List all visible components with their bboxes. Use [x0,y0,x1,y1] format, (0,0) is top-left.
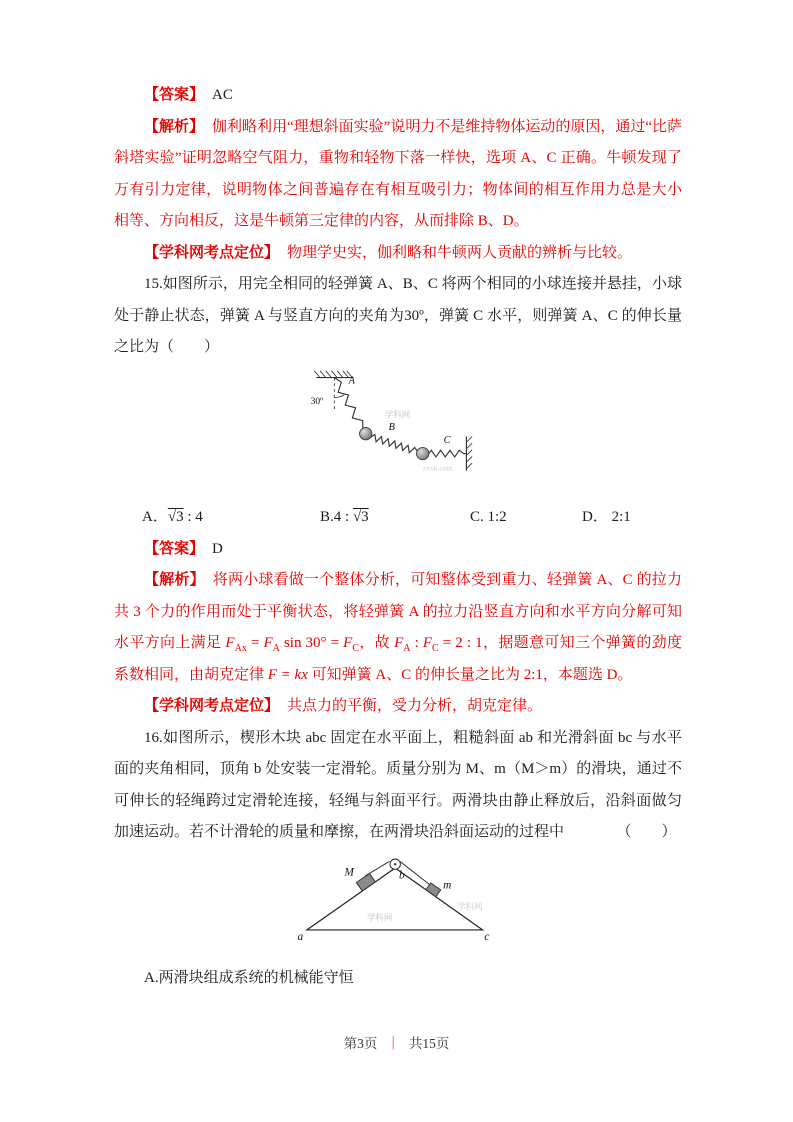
math-var: F [263,635,273,651]
vertex-b-label: b [398,868,405,881]
answer-block-15 [114,534,682,566]
analysis-text: ，故 [359,635,395,651]
analysis-text: 将两小球看做一个整体分析，可知整体受到重力、轻弹簧 A、C 的拉力共 3 个力的作用而处于平衡状态，将轻弹簧 A 的拉力沿竖直方向和水平方向分解可知水平方向上满足 [114,572,682,651]
analysis-text: 伽利略利用“理想斜面实验”说明力不是维持物体运动的原因，通过“比萨斜塔实验”证明忽略空气阻力，重物和轻物下落一样快，选项 A、C 正确。牛顿发现了万有引力定律，说明物体之间普遍存在有相互吸引力；物体间的相互作用力总是大小相等、方向相反，这是牛顿第三定律的内容，从而排除 B、D。 [114,118,682,229]
watermark: 学科网 [457,900,483,911]
option-15-a [142,502,320,534]
question-16 [114,723,682,849]
ball-lower [417,447,429,459]
math-sub: A [272,643,280,654]
radical-value: √3 [352,509,369,525]
vertex-c-label: c [484,930,490,943]
wedge-figure-svg [290,851,506,945]
options-row-15 [114,502,682,534]
keypoint-block-15 [114,691,682,723]
watermark: 学科网 [384,409,411,419]
math-formula: F = kx [267,666,308,683]
option-text: 1:2 [483,509,507,525]
option-text: 4 : [333,509,353,525]
question-15 [114,269,682,364]
math-var: F [394,635,404,651]
option-label: B. [320,509,334,525]
page-number: 第3页 [343,1036,378,1051]
question-15-text: 15.如图所示，用完全相同的轻弹簧 A、B、C 将两个相同的小球连接并悬挂，小球处于静止状态，弹簧 A 与竖直方向的夹角为30º，弹簧 C 水平，则弹簧 A、C 的伸长量之比为（ ） [114,276,682,355]
radical-value: √3 [167,509,184,525]
option-16-a [114,963,682,995]
math-op: = [246,635,264,651]
math-op: : [410,635,423,651]
option-15-d [582,502,631,534]
math-var: F [225,635,235,651]
footer-separator: ｜ [386,1036,400,1051]
keypoint-marker: 【学科网考点定位】 [144,698,280,714]
option-text: : 4 [183,509,203,525]
question-16-text: 16.如图所示，楔形木块 abc 固定在水平面上，粗糙斜面 ab 和光滑斜面 bc 与水平面的夹角相同，顶角 b 处安装一定滑轮。质量分别为 M、m（M＞m）的滑块，通过不可伸长的轻绳跨过定滑轮连接，轻绳与斜面平行。两滑块由静止释放后，沿斜面做匀加速运动。若不计滑轮的质量和摩擦，在两滑块沿斜面运动的过程中 （ ） [114,729,682,840]
math-var: F [422,635,433,651]
spring-c-label: C [443,434,451,446]
watermark: 学科网 [367,912,393,923]
spring-b-coil [370,434,417,452]
document-content [114,80,682,995]
math-var: F [343,635,353,651]
figure-springs [114,368,682,499]
math-sub: C [432,643,439,654]
keypoint-block-14 [114,238,682,270]
analysis-block-15 [114,565,682,691]
option-15-c [470,502,582,534]
analysis-marker: 【解析】 [144,118,205,135]
wedge-triangle [307,867,483,929]
block-M-label: M [344,865,354,878]
answer-marker: 【答案】 [144,540,205,557]
answer-marker: 【答案】 [144,87,205,103]
option-15-b [320,502,470,534]
answer-block-14 [114,80,682,112]
ceiling-hatch [314,370,352,377]
ball-upper [360,427,372,439]
math-sub: C [352,643,359,654]
watermark: zxxk.com [422,463,453,473]
analysis-text: 可知弹簧 A、C 的伸长量之比为 2:1，本题选 D。 [307,666,633,683]
page-total: 共15页 [408,1036,450,1051]
spring-figure-svg [303,368,493,486]
analysis-marker: 【解析】 [144,572,205,588]
option-label: C. [470,509,484,525]
math-sub: Ax [234,643,247,654]
spring-c-coil [429,450,467,457]
figure-wedge [114,851,682,958]
page-footer [0,1032,793,1052]
option-label: D． [582,509,608,525]
math-op: sin 30° = [279,635,344,651]
angle-arc [334,394,344,397]
vertex-a-label: a [297,930,304,943]
analysis-block-14 [114,112,682,238]
option-text: 2:1 [607,509,631,525]
spring-a-label: A [348,374,355,386]
math-op: = 2 : 1 [438,635,483,651]
block-m [426,882,441,896]
answer-value: D [212,540,223,557]
math-sub: A [403,643,411,654]
block-m-label: m [443,879,452,892]
analysis-text: ，据题意可知三个弹簧的劲度系数相同，由胡克定律 [114,635,682,683]
option-text: A.两滑块组成系统的机械能守恒 [144,970,354,986]
keypoint-marker: 【学科网考点定位】 [144,244,280,261]
wall-hatch [466,436,472,468]
pulley-axle [394,863,396,865]
keypoint-text: 共点力的平衡，受力分析，胡克定律。 [287,698,543,714]
keypoint-text: 物理学史实，伽利略和牛顿两人贡献的辨析与比较。 [287,244,633,261]
option-label: A． [142,509,168,525]
block-M [356,873,375,891]
spring-b-label: B [388,421,395,433]
angle-label: 30º [310,396,324,407]
answer-value: AC [212,87,233,103]
